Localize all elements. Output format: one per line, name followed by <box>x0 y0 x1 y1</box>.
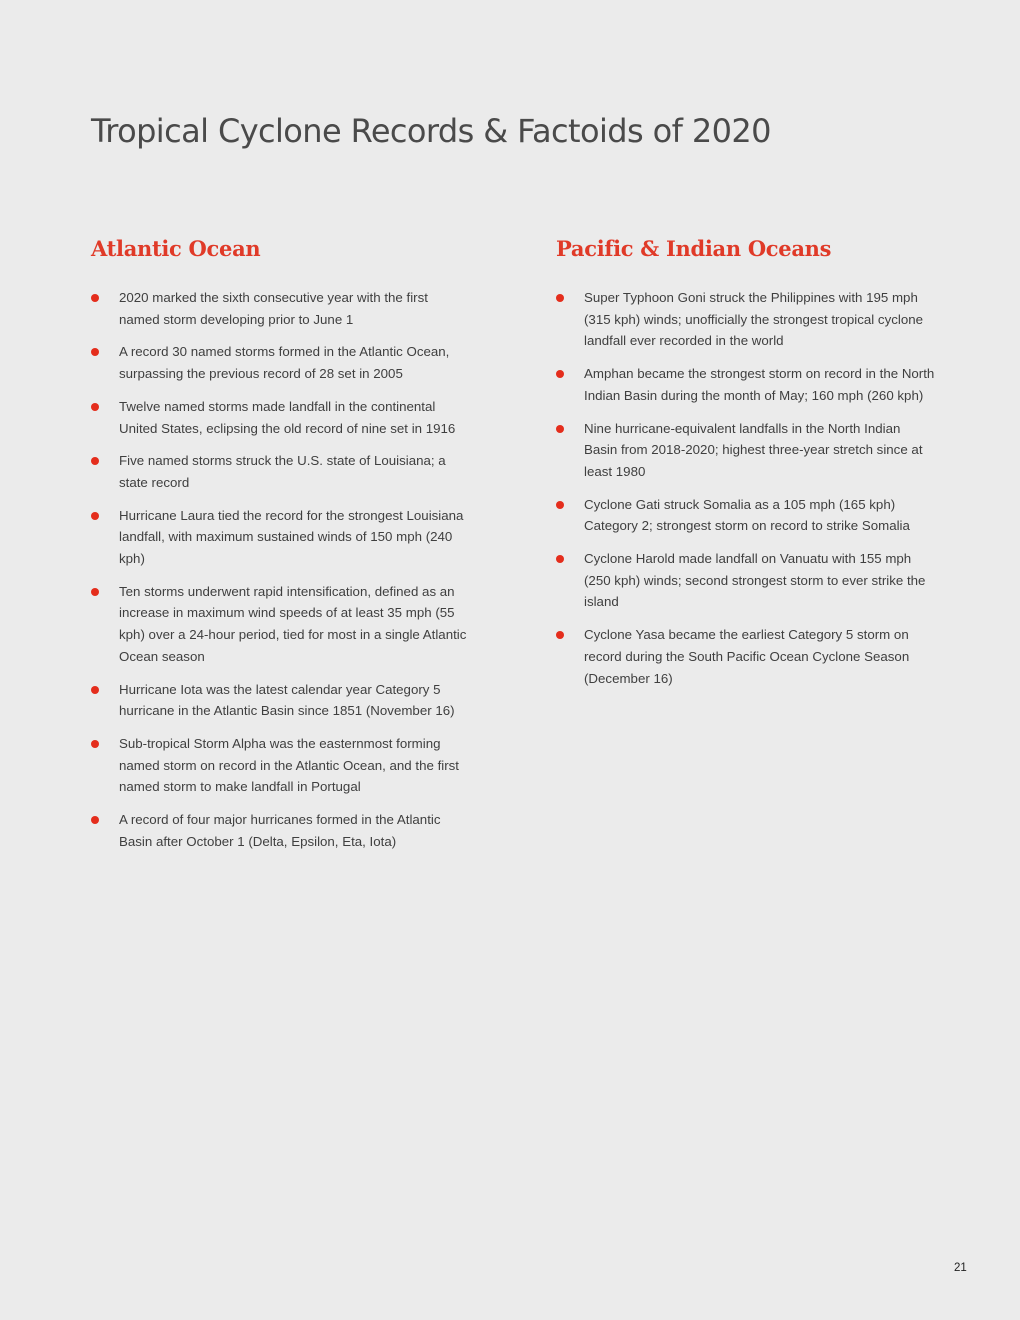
list-item <box>556 494 936 537</box>
list-item <box>91 396 471 439</box>
bullet-icon <box>91 512 99 520</box>
list-item-text: Hurricane Laura tied the record for the strongest Louisiana landfall, with maximum sustained winds of 150 mph (240 kph) <box>119 507 464 567</box>
list-item <box>556 418 936 483</box>
bullet-icon <box>91 588 99 596</box>
list-item <box>91 287 471 330</box>
list-item <box>91 505 471 570</box>
bullet-icon <box>91 403 99 411</box>
list-item <box>556 624 936 689</box>
bullet-icon <box>91 686 99 694</box>
bullet-icon <box>91 740 99 748</box>
atlantic-list <box>91 287 471 852</box>
list-item-text: Ten storms underwent rapid intensification, defined as an increase in maximum wind speeds of at least 35 mph (55 kph) over a 24-hour period, tied for most in a single Atlantic Ocean season <box>119 583 467 664</box>
list-item <box>556 548 936 613</box>
bullet-icon <box>556 425 564 433</box>
bullet-icon <box>556 294 564 302</box>
page-number: 21 <box>954 1262 967 1274</box>
list-item-text: Nine hurricane-equivalent landfalls in the North Indian Basin from 2018-2020; highest three-year stretch since at least 1980 <box>584 420 923 479</box>
list-item-text: Amphan became the strongest storm on record in the North Indian Basin during the month of May; 160 mph (260 kph) <box>584 366 935 403</box>
page-title: Tropical Cyclone Records & Factoids of 2020 <box>91 112 771 150</box>
bullet-icon <box>91 348 99 356</box>
bullet-icon <box>556 501 564 509</box>
list-item-text: Hurricane Iota was the latest calendar year Category 5 hurricane in the Atlantic Basin since 1851 (November 16) <box>119 681 455 719</box>
bullet-icon <box>91 457 99 465</box>
list-item <box>91 341 471 384</box>
atlantic-heading: Atlantic Ocean <box>91 236 261 261</box>
list-item-text: Cyclone Yasa became the earliest Category 5 storm on record during the South Pacific Ocean Cyclone Season (December 16) <box>584 627 910 686</box>
list-item <box>91 450 471 493</box>
list-item-text: Twelve named storms made landfall in the continental United States, eclipsing the old record of nine set in 1916 <box>119 398 456 436</box>
bullet-icon <box>91 816 99 824</box>
pacific-list <box>556 287 936 689</box>
bullet-icon <box>556 631 564 639</box>
bullet-icon <box>556 555 564 563</box>
list-item <box>556 363 936 406</box>
list-item <box>91 581 471 668</box>
list-item-text: 2020 marked the sixth consecutive year with the first named storm developing prior to June 1 <box>119 290 428 327</box>
pacific-heading: Pacific & Indian Oceans <box>556 236 832 261</box>
list-item-text: Super Typhoon Goni struck the Philippines with 195 mph (315 kph) winds; unofficially the strongest tropical cyclone landfall ever recorded in the world <box>584 290 923 349</box>
list-item-text: A record of four major hurricanes formed in the Atlantic Basin after October 1 (Delta, Epsilon, Eta, Iota) <box>119 812 441 849</box>
list-item-text: Five named storms struck the U.S. state of Louisiana; a state record <box>119 453 446 490</box>
list-item-text: Sub-tropical Storm Alpha was the easternmost forming named storm on record in the Atlantic Ocean, and the first named storm to make landfall in Portugal <box>119 735 459 795</box>
list-item <box>91 809 471 852</box>
list-item <box>91 733 471 798</box>
list-item <box>91 679 471 722</box>
list-item <box>556 287 936 352</box>
list-item-text: Cyclone Harold made landfall on Vanuatu with 155 mph (250 kph) winds; second strongest storm to ever strike the island <box>584 551 926 610</box>
bullet-icon <box>556 370 564 378</box>
pacific-section <box>556 236 936 700</box>
list-item-text: A record 30 named storms formed in the Atlantic Ocean, surpassing the previous record of 28 set in 2005 <box>119 344 450 382</box>
bullet-icon <box>91 294 99 302</box>
atlantic-section <box>91 236 471 863</box>
list-item-text: Cyclone Gati struck Somalia as a 105 mph (165 kph) Category 2; strongest storm on record to strike Somalia <box>584 496 910 534</box>
